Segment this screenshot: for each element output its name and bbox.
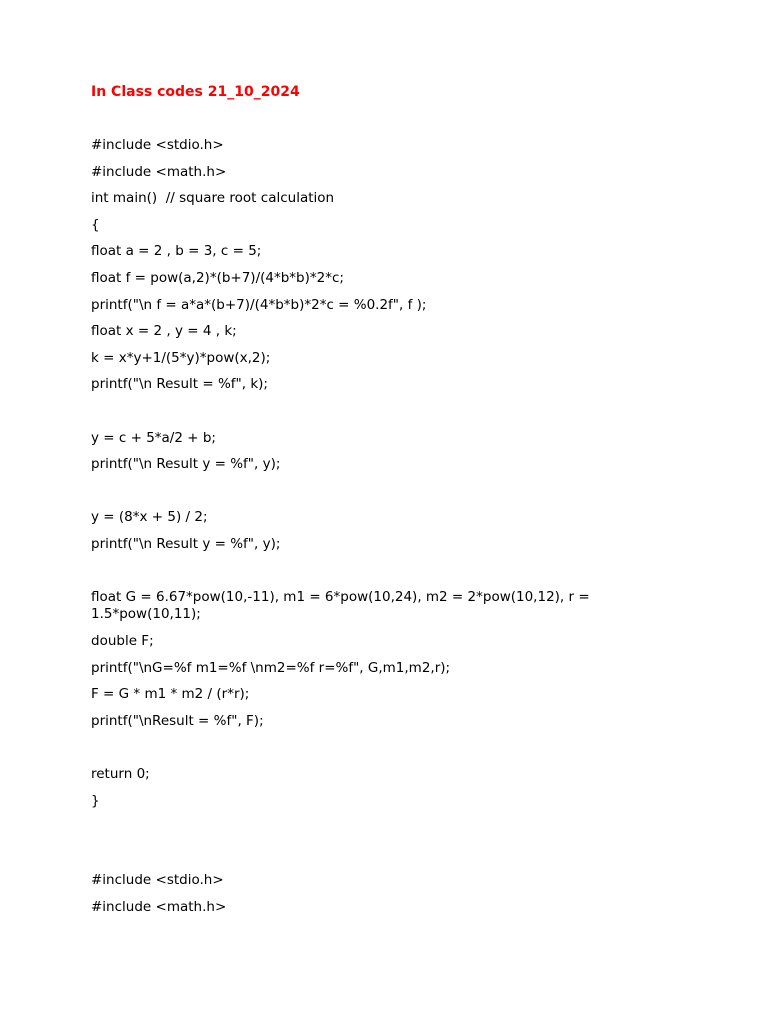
code-line: printf("\n Result = %f", k); <box>91 376 268 393</box>
code-line: float G = 6.67*pow(10,-11), m1 = 6*pow(10,24), m2 = 2*pow(10,12), r = 1.5*pow(10,11); <box>91 589 594 623</box>
code-line: float a = 2 , b = 3, c = 5; <box>91 243 262 260</box>
code-line: { <box>91 216 100 233</box>
blank-line <box>91 403 631 430</box>
blank-line <box>91 819 631 846</box>
code-line: #include <math.h> <box>91 163 227 180</box>
code-line: #include <math.h> <box>91 899 227 916</box>
code-line: printf("\nG=%f m1=%f \nm2=%f r=%f", G,m1,m2,r); <box>91 659 451 676</box>
code-line: float x = 2 , y = 4 , k; <box>91 323 237 340</box>
code-listing <box>91 137 631 926</box>
blank-line <box>91 846 631 873</box>
code-line: y = (8*x + 5) / 2; <box>91 509 208 526</box>
code-line: k = x*y+1/(5*y)*pow(x,2); <box>91 349 271 366</box>
code-line: #include <stdio.h> <box>91 872 224 889</box>
code-line: printf("\nResult = %f", F); <box>91 712 264 729</box>
code-line: y = c + 5*a/2 + b; <box>91 429 216 446</box>
code-line: } <box>91 792 100 809</box>
code-line: printf("\n f = a*a*(b+7)/(4*b*b)*2*c = %0.2f", f ); <box>91 296 427 313</box>
code-line: printf("\n Result y = %f", y); <box>91 535 281 552</box>
code-line: float f = pow(a,2)*(b+7)/(4*b*b)*2*c; <box>91 269 344 286</box>
code-line: printf("\n Result y = %f", y); <box>91 456 281 473</box>
code-line: int main() // square root calculation <box>91 190 335 207</box>
code-line: #include <stdio.h> <box>91 137 224 153</box>
blank-line <box>91 483 631 510</box>
blank-line <box>91 563 631 590</box>
code-line: F = G * m1 * m2 / (r*r); <box>91 686 250 703</box>
blank-line <box>91 739 631 766</box>
code-line: double F; <box>91 633 154 650</box>
document-title: In Class codes 21_10_2024 <box>91 84 300 100</box>
code-line: return 0; <box>91 766 150 783</box>
